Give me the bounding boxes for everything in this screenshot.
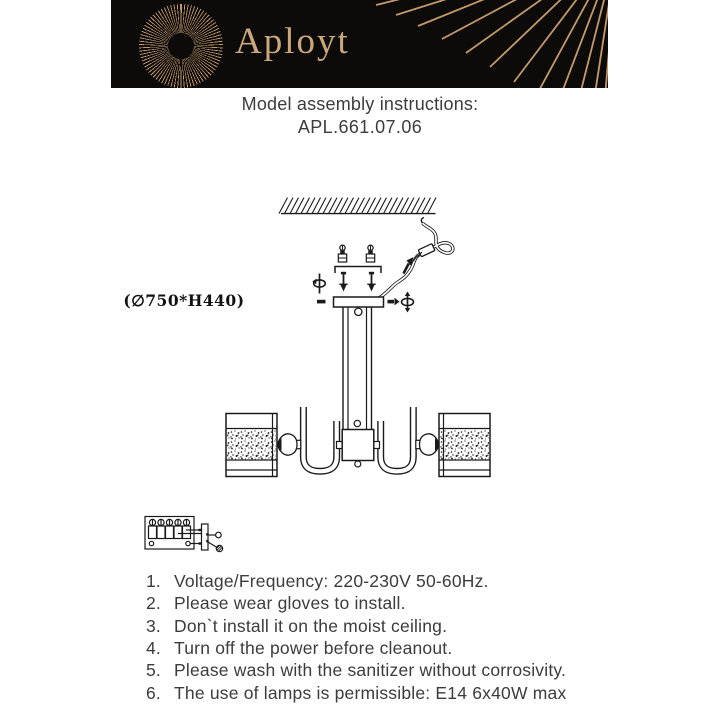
brand-name: Aployt bbox=[235, 21, 350, 62]
rotate-direction-icon bbox=[402, 292, 414, 313]
mounting-hardware bbox=[312, 245, 381, 293]
instruction-text: Please wear gloves to install. bbox=[174, 593, 406, 614]
instruction-list bbox=[146, 570, 566, 704]
instruction-text: Don`t install it on the moist ceiling. bbox=[174, 615, 448, 636]
instruction-item bbox=[146, 570, 566, 592]
arm-left bbox=[303, 407, 336, 471]
shade-left bbox=[226, 414, 277, 477]
ceiling-hatch bbox=[279, 198, 436, 214]
wall-anchor bbox=[366, 245, 374, 262]
instruction-number: 1. bbox=[146, 571, 161, 591]
instruction-number: 3. bbox=[146, 615, 161, 636]
instruction-number: 4. bbox=[146, 638, 161, 659]
shade-right bbox=[439, 414, 490, 477]
arm-right bbox=[381, 407, 414, 471]
stem-tube bbox=[343, 306, 372, 430]
terminal-screws bbox=[149, 519, 191, 538]
instruction-item bbox=[146, 637, 566, 659]
page-title: Model assembly instructions: bbox=[241, 94, 479, 114]
rotate-direction-icon bbox=[312, 274, 325, 294]
instruction-text: Turn off the power before cleanout. bbox=[174, 638, 453, 659]
instruction-item bbox=[146, 592, 566, 614]
instruction-item bbox=[146, 615, 566, 637]
screw bbox=[367, 272, 375, 292]
instruction-number: 6. bbox=[146, 682, 161, 703]
instruction-number: 5. bbox=[146, 660, 161, 681]
model-code: APL.661.07.06 bbox=[297, 117, 423, 137]
instruction-text: Voltage/Frequency: 220-230V 50-60Hz. bbox=[174, 571, 489, 591]
instruction-number: 2. bbox=[146, 593, 161, 614]
dimension-label: (∅750*H440) bbox=[123, 291, 245, 310]
instruction-text: Please wash with the sanitizer without corrosivity. bbox=[174, 660, 567, 681]
screw bbox=[339, 272, 347, 292]
instruction-item bbox=[146, 682, 566, 704]
power-cord bbox=[379, 218, 453, 299]
wall-anchor bbox=[338, 245, 346, 262]
instruction-text: The use of lamps is permissible: E14 6x40W max bbox=[174, 682, 567, 703]
instruction-item bbox=[146, 659, 566, 681]
wiring-diagram bbox=[145, 517, 223, 552]
ceiling-canopy bbox=[317, 292, 414, 316]
